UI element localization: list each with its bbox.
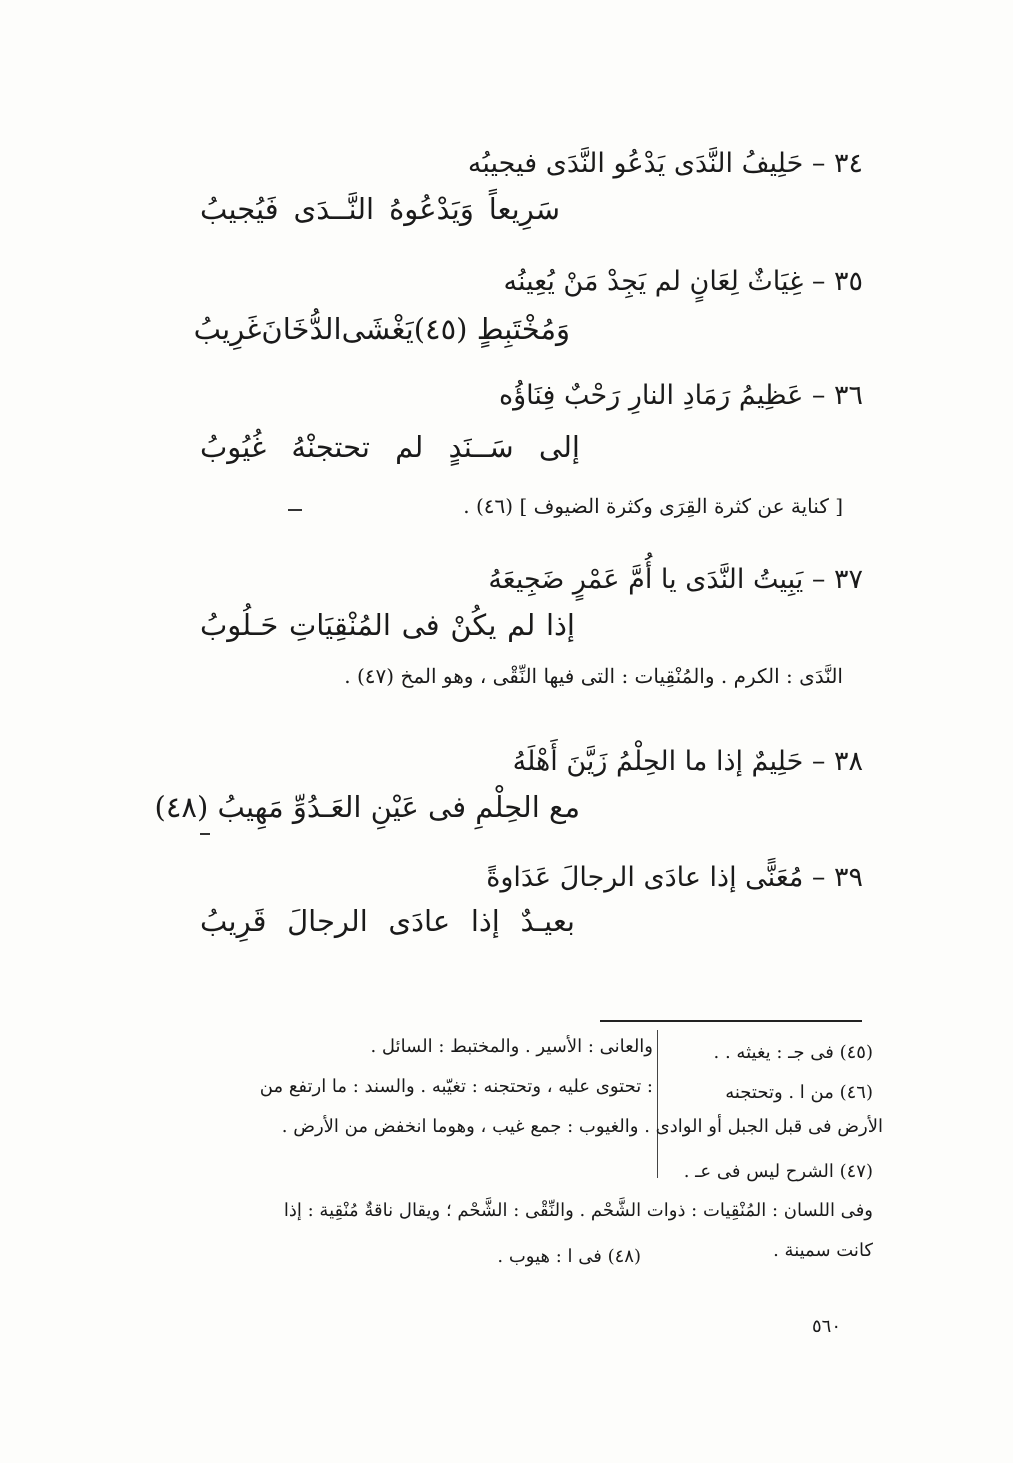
footnote-47-line-1: (٤٧) الشرح ليس فى عـ . — [683, 1161, 873, 1182]
verse-38-second-hemistich — [154, 790, 580, 824]
verse-word: سَــنَدٍ — [448, 430, 514, 464]
verse-word: غُيُوبُ — [200, 430, 267, 464]
verse-34-first-hemistich — [468, 148, 863, 179]
footnote-45-text: والعانى : الأسير . والمختبط : السائل . — [370, 1036, 653, 1057]
footnote-45-ref: (٤٥) فى جـ : يغيثه . . — [713, 1042, 873, 1063]
verse-39-first-hemistich — [486, 862, 863, 893]
verse-text: – حَلِيمٌ إذا ما الحِلْمُ زَيَّنَ أَهْلَهُ — [512, 746, 826, 777]
footnote-divider — [600, 1020, 862, 1022]
commentary-verse-37: النَّدَى : الكرم . والمُنْقِيات : التى فيها النِّقْى ، وهو المخ (٤٧) . — [344, 664, 843, 688]
verse-text: إذا لم يكُنْ فى المُنْقِيَاتِ حَـلُوبُ — [200, 608, 575, 642]
verse-word: بعيـدٌ — [520, 904, 575, 938]
commentary-verse-36: [ كناية عن كثرة القِرَى وكثرة الضيوف ] (٤٦) . — [463, 494, 843, 518]
verse-word: الدُّخَانَ — [261, 312, 342, 346]
footnote-46-ref: (٤٦) من ا . وتحتجنه — [725, 1082, 873, 1103]
verse-number: ٣٩ — [833, 862, 863, 893]
verse-word: النَّــدَى — [293, 192, 375, 226]
verse-number: ٣٥ — [833, 266, 863, 297]
verse-word: فَيُجيبُ — [200, 192, 279, 226]
verse-word: سَرِيعاً — [488, 192, 560, 226]
verse-text: مع الحِلْمِ فى عَيْنِ العَـدُوِّ مَهِيبُ (٤٨) — [154, 790, 580, 824]
verse-34-second-hemistich — [200, 192, 560, 226]
footnote-column-rule — [657, 1030, 658, 1178]
verse-number: ٣٤ — [833, 148, 863, 179]
verse-number: ٣٦ — [833, 380, 863, 411]
verse-35-second-hemistich — [193, 312, 570, 346]
verse-word: يَغْشَى — [341, 312, 414, 346]
verse-text: – يَبِيتُ النَّدَى يا أُمَّ عَمْرٍ ضَجِيعَهُ — [488, 564, 826, 595]
verse-word: إلى — [538, 430, 580, 464]
verse-39-second-hemistich — [200, 904, 575, 938]
verse-text: – مُعَنًّى إذا عادَى الرجالَ عَدَاوةً — [486, 862, 826, 893]
verse-word: لم — [395, 430, 424, 464]
footnote-47-line-2: وفى اللسان : المُنْقِيات : ذوات الشَّحْم . والنِّقْى : الشَّحْم ؛ ويقال ناقةٌ مُنْقِية : إذا — [283, 1200, 873, 1221]
footnote-48: (٤٨) فى ا : هيوب . — [497, 1246, 641, 1267]
verse-35-first-hemistich — [504, 266, 863, 297]
verse-text: – حَلِيفُ النَّدَى يَدْعُو النَّدَى فيجيبُه — [467, 148, 826, 179]
verse-word: وَمُخْتَبِطٍ (٤٥) — [413, 312, 570, 346]
verse-37-second-hemistich — [200, 608, 575, 642]
verse-word: عادَى — [388, 904, 451, 938]
footnote-46-continuation: الأرض فى قبل الجبل أو الوادى . والغيوب : جمع غيب ، وهوما انخفض من الأرض . — [281, 1116, 883, 1137]
footnote-47-line-3: كانت سمينة . — [773, 1240, 873, 1261]
verse-word: وَيَدْعُوهُ — [389, 192, 474, 226]
verse-36-first-hemistich — [499, 380, 863, 411]
verse-word: قَرِيبُ — [200, 904, 267, 938]
verse-number: ٣٧ — [833, 564, 863, 595]
separator-dash — [200, 833, 210, 835]
page-number: ٥٦٠ — [812, 1316, 842, 1337]
separator-dash — [288, 509, 302, 511]
verse-word: إذا — [470, 904, 500, 938]
verse-word: الرجالَ — [287, 904, 368, 938]
verse-38-first-hemistich — [513, 746, 863, 777]
verse-text: – عَظِيمُ رَمَادِ النارِ رَحْبٌ فِنَاؤُه — [499, 380, 826, 411]
verse-36-second-hemistich — [200, 430, 580, 464]
verse-word: تحتجنْهُ — [291, 430, 370, 464]
verse-37-first-hemistich — [488, 564, 863, 595]
verse-word: غَرِيبُ — [193, 312, 262, 346]
verse-text: – غِيَاثٌ لِعَانٍ لم يَجِدْ مَنْ يُعِينُه — [503, 266, 826, 297]
verse-number: ٣٨ — [833, 746, 863, 777]
footnote-46-text: : تحتوى عليه ، وتحتجنه : تغيّبه . والسند : ما ارتفع من — [259, 1076, 653, 1097]
